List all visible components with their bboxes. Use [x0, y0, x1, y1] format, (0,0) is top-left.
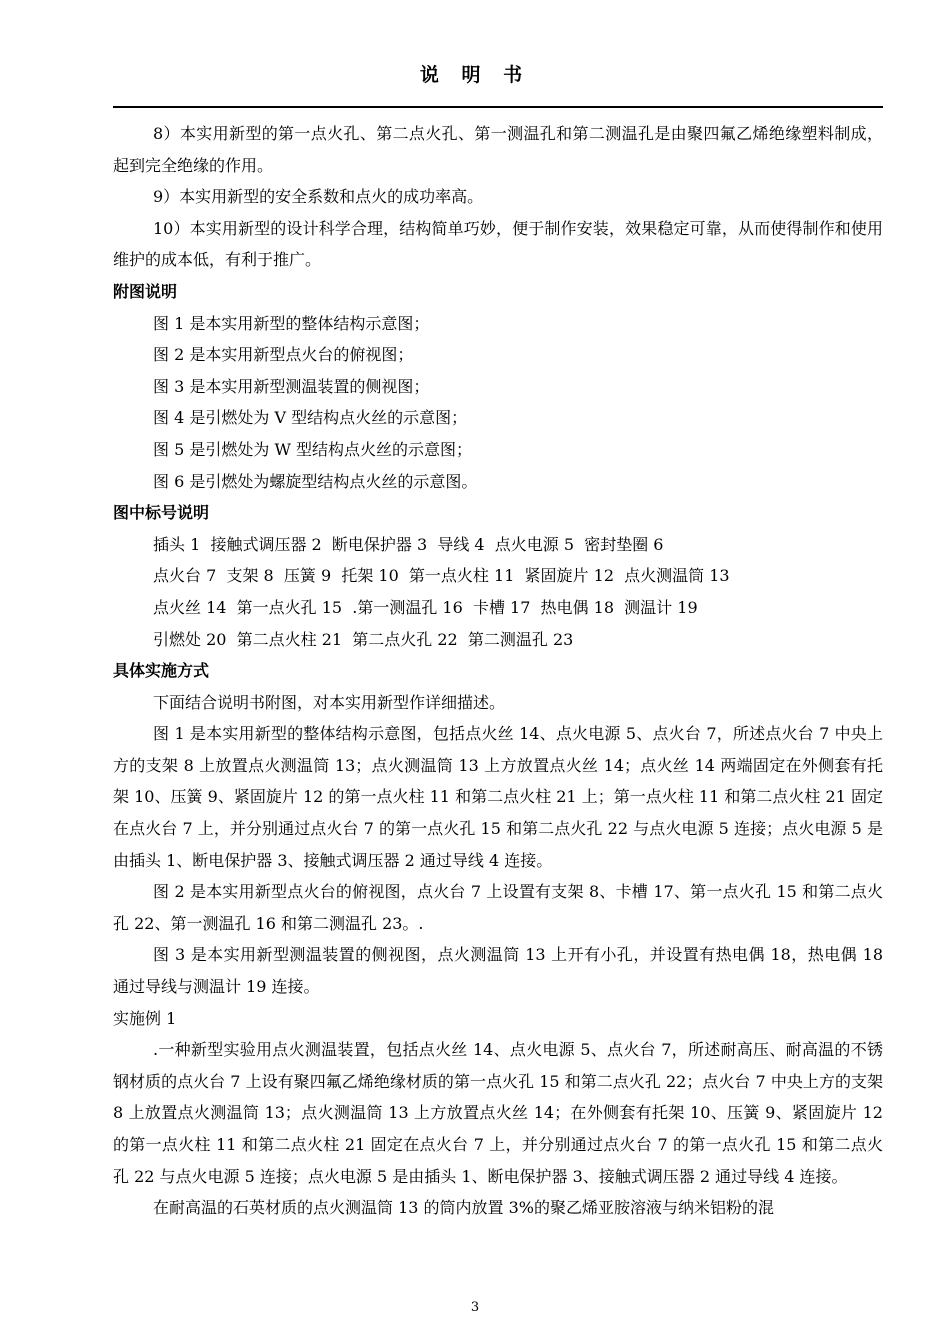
- figure-caption-4: 图 4 是引燃处为 V 型结构点火丝的示意图；: [153, 408, 468, 428]
- implementation-paragraph: 图 3 是本实用新型测温装置的侧视图，点火测温筒 13 上开有小孔，并设置有热电偶 18，热电偶 18 通过导线与测温计 19 连接。: [113, 945, 883, 997]
- label-line: 点火丝 14 第一点火孔 15 .第一测温孔 16 卡槽 17 热电偶 18 测温计 19: [153, 597, 698, 617]
- example-paragraph: 在耐高温的石英材质的点火测温筒 13 的筒内放置 3%的聚乙烯亚胺溶液与纳米铝粉的混: [153, 1198, 775, 1218]
- label-line: 点火台 7 支架 8 压簧 9 托架 10 第一点火柱 11 紧固旋片 12 点火测温筒 13: [153, 566, 730, 586]
- implementation-paragraph: 图 1 是本实用新型的整体结构示意图，包括点火丝 14、点火电源 5、点火台 7，所述点火台 7 中央上方的支架 8 上放置点火测温筒 13；点火测温筒 13 上方放置点火丝 14；点火丝 14 两端固定在外侧套有托架 10、压簧 9、紧固旋片 12 的第一点火柱 11 和第二点火柱 21 上；第一点火柱 11 和第二点火柱 21 固定在点火台 7 上，并分别通过点火台 7 的第一点火孔 15 和第二点火孔 22 与点火电源 5 连接；点火电源 5 是由插头 1、断电保护器 3、接触式调压器 2 通过导线 4 连接。: [113, 724, 883, 870]
- paragraph-advantage-9: 9）本实用新型的安全系数和点火的成功率高。: [153, 187, 484, 207]
- section-heading-labels: 图中标号说明: [113, 503, 210, 523]
- implementation-paragraph: 下面结合说明书附图，对本实用新型作详细描述。: [153, 692, 506, 712]
- page-number: 3: [470, 1300, 480, 1315]
- document-body: [113, 118, 883, 1224]
- section-heading-implementation: 具体实施方式: [113, 661, 210, 681]
- label-line: 插头 1 接触式调压器 2 断电保护器 3 导线 4 点火电源 5 密封垫圈 6: [153, 534, 664, 554]
- figure-caption-2: 图 2 是本实用新型点火台的俯视图；: [153, 345, 414, 365]
- header-divider: [113, 106, 883, 108]
- example-paragraph: .一种新型实验用点火测温装置，包括点火丝 14、点火电源 5、点火台 7，所述耐高压、耐高温的不锈钢材质的点火台 7 上设有聚四氟乙烯绝缘材质的第一点火孔 15 和第二点火孔 22；点火台 7 中央上方的支架 8 上放置点火测温筒 13；点火测温筒 13 上方放置点火丝 14；在外侧套有托架 10、压簧 9、紧固旋片 12 的第一点火柱 11 和第二点火柱 21 固定在点火台 7 上，并分别通过点火台 7 的第一点火孔 15 和第二点火孔 22 与点火电源 5 连接；点火电源 5 是由插头 1、断电保护器 3、接触式调压器 2 通过导线 4 连接。: [113, 1040, 883, 1186]
- figure-caption-3: 图 3 是本实用新型测温装置的侧视图；: [153, 376, 430, 396]
- implementation-paragraph: 图 2 是本实用新型点火台的俯视图，点火台 7 上设置有支架 8、卡槽 17、第一点火孔 15 和第二点火孔 22、第一测温孔 16 和第二测温孔 23。.: [113, 882, 883, 933]
- figure-caption-1: 图 1 是本实用新型的整体结构示意图；: [153, 313, 430, 333]
- paragraph-advantage-10: 10）本实用新型的设计科学合理，结构简单巧妙，便于制作安装，效果稳定可靠，从而使得制作和使用维护的成本低，有利于推广。: [113, 218, 883, 270]
- page-title: 说 明 书: [419, 64, 531, 86]
- example-heading: 实施例 1: [113, 1008, 177, 1028]
- figure-caption-5: 图 5 是引燃处为 W 型结构点火丝的示意图；: [153, 439, 472, 459]
- label-line: 引燃处 20 第二点火柱 21 第二点火孔 22 第二测温孔 23: [153, 629, 574, 649]
- section-heading-figures: 附图说明: [113, 281, 178, 301]
- paragraph-advantage-8: 8）本实用新型的第一点火孔、第二点火孔、第一测温孔和第二测温孔是由聚四氟乙烯绝缘塑料制成，起到完全绝缘的作用。: [113, 124, 883, 175]
- figure-caption-6: 图 6 是引燃处为螺旋型结构点火丝的示意图。: [153, 471, 478, 491]
